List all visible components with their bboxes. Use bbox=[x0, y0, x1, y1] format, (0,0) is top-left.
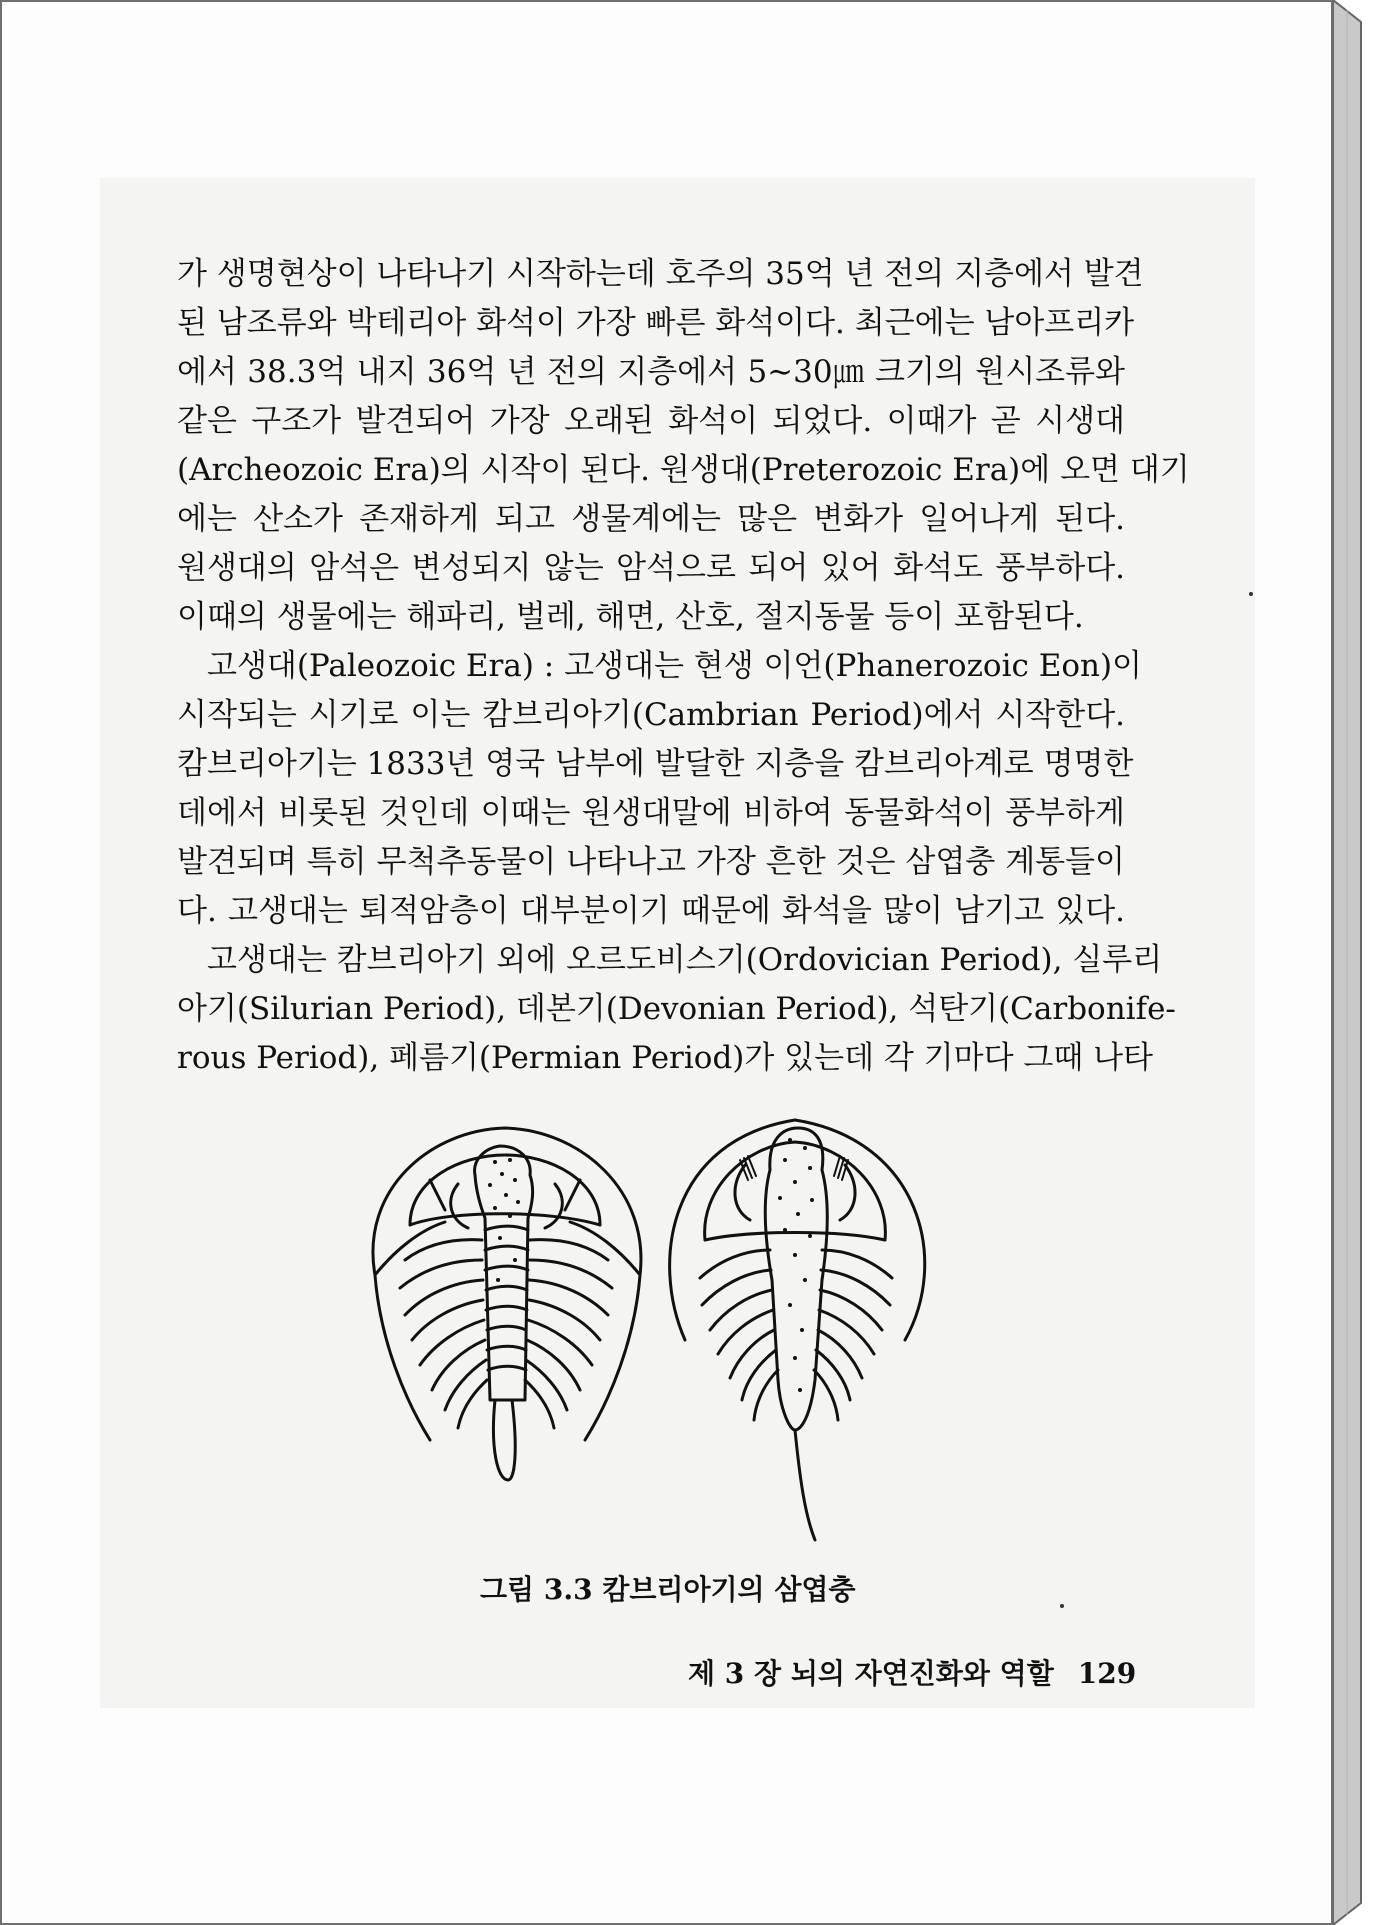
text-line: (Archeozoic Era)의 시작이 된다. 원생대(Preterozoic Era)에 오면 대기 bbox=[177, 452, 1190, 488]
trilobite-right-eye-hatching bbox=[740, 1156, 848, 1180]
text-line: 아기(Silurian Period), 데본기(Devonian Period), 석탄기(Carbonife- bbox=[177, 991, 1176, 1027]
trilobite-right-stipple bbox=[778, 1138, 814, 1392]
text-line: 된 남조류와 박테리아 화석이 가장 빠른 화석이다. 최근에는 남아프리카 bbox=[177, 305, 1135, 341]
trilobite-figure bbox=[350, 1110, 970, 1550]
trilobite-right-illustration bbox=[670, 1120, 925, 1540]
page-edge-shadow bbox=[1333, 0, 1373, 1925]
scan-speck bbox=[1060, 1604, 1064, 1608]
text-line: 이때의 생물에는 해파리, 벌레, 해면, 산호, 절지동물 등이 포함된다. bbox=[177, 599, 1084, 635]
running-footer bbox=[688, 1652, 1136, 1696]
trilobite-left-stipple bbox=[488, 1158, 520, 1282]
scan-speck bbox=[1249, 592, 1253, 596]
text-line: 고생대(Paleozoic Era) : 고생대는 현생 이언(Phanerozoic Eon)이 bbox=[207, 648, 1143, 684]
text-line: 시작되는 시기로 이는 캄브리아기(Cambrian Period)에서 시작한다. bbox=[177, 697, 1125, 733]
text-line: 고생대는 캄브리아기 외에 오르도비스기(Ordovician Period), 실루리 bbox=[207, 942, 1163, 978]
text-line: 다. 고생대는 퇴적암층이 대부분이기 때문에 화석을 많이 남기고 있다. bbox=[177, 893, 1125, 929]
text-line: 에서 38.3억 내지 36억 년 전의 지층에서 5∼30㎛ 크기의 원시조류와 bbox=[177, 354, 1125, 390]
text-line: 가 생명현상이 나타나기 시작하는데 호주의 35억 년 전의 지층에서 발견 bbox=[177, 256, 1144, 292]
text-line: 데에서 비롯된 것인데 이때는 원생대말에 비하여 동물화석이 풍부하게 bbox=[177, 795, 1125, 831]
page-number: 129 bbox=[1077, 1657, 1137, 1690]
text-line: 캄브리아기는 1833년 영국 남부에 발달한 지층을 캄브리아계로 명명한 bbox=[177, 746, 1134, 782]
text-line: 에는 산소가 존재하게 되고 생물계에는 많은 변화가 일어나게 된다. bbox=[177, 501, 1125, 537]
text-line: rous Period), 페름기(Permian Period)가 있는데 각 기마다 그때 나타 bbox=[177, 1040, 1154, 1076]
text-line: 같은 구조가 발견되어 가장 오래된 화석이 되었다. 이때가 곧 시생대 bbox=[177, 403, 1125, 439]
text-line: 원생대의 암석은 변성되지 않는 암석으로 되어 있어 화석도 풍부하다. bbox=[177, 550, 1125, 586]
figure-caption: 그림 3.3 캄브리아기의 삼엽충 bbox=[480, 1573, 856, 1606]
chapter-title: 제 3 장 뇌의 자연진화와 역할 bbox=[688, 1657, 1054, 1690]
text-line: 발견되며 특히 무척추동물이 나타나고 가장 흔한 것은 삼엽충 계통들이 bbox=[177, 844, 1125, 880]
trilobite-left-illustration bbox=[373, 1128, 641, 1480]
